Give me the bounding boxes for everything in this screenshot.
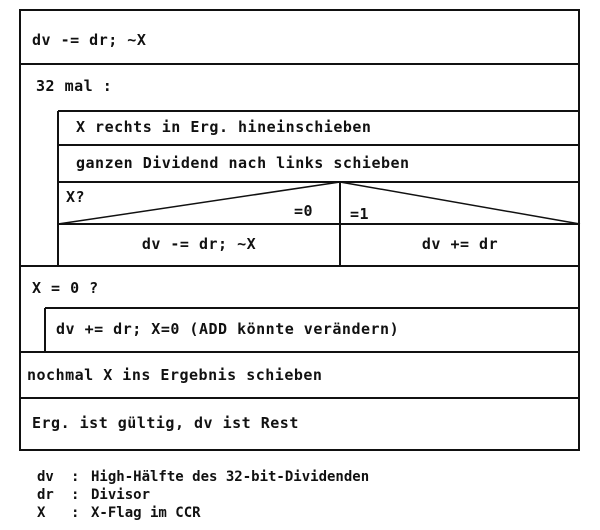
- decision-diagonal-right: [340, 182, 580, 224]
- legend-row: [37, 504, 369, 522]
- step-result: Erg. ist gültig, dv ist Rest: [32, 414, 299, 432]
- legend-description: X-Flag im CCR: [91, 505, 201, 521]
- legend-separator: :: [71, 487, 80, 503]
- legend-description: Divisor: [91, 487, 151, 503]
- legend-separator: :: [71, 505, 80, 521]
- step-correction: dv += dr; X=0 (ADD könnte verändern): [56, 320, 400, 338]
- step-init: dv -= dr; ~X: [32, 31, 147, 49]
- legend-term: dv: [37, 469, 54, 485]
- legend-description: High-Hälfte des 32-bit-Dividenden: [91, 469, 370, 485]
- branch-action-right: dv += dr: [421, 235, 499, 253]
- step-final-shift: nochmal X ins Ergebnis schieben: [27, 366, 323, 384]
- legend-term: dr: [37, 487, 54, 503]
- branch-label-left: =0: [294, 202, 314, 220]
- check-x: X = 0 ?: [32, 279, 99, 297]
- branch-action-left: dv -= dr; ~X: [141, 235, 257, 253]
- step-shift-dividend: ganzen Dividend nach links schieben: [76, 154, 410, 172]
- branch-label-right: =1: [350, 205, 370, 223]
- legend-separator: :: [71, 469, 80, 485]
- legend-row: [37, 486, 369, 504]
- step-shift-x: X rechts in Erg. hineinschieben: [76, 118, 372, 136]
- legend-row: [37, 468, 369, 486]
- decision-condition: X?: [66, 188, 86, 206]
- legend: [37, 468, 369, 522]
- legend-term: X: [37, 505, 46, 521]
- loop-header: 32 mal :: [36, 77, 113, 95]
